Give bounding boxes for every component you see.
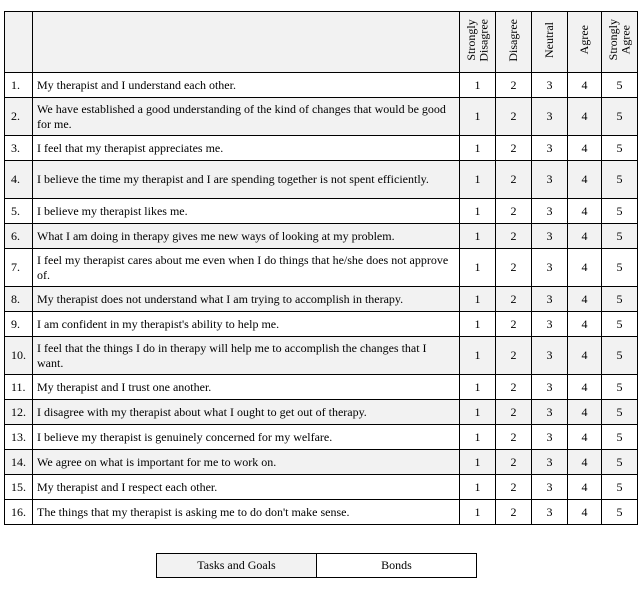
- rating-option-5[interactable]: 5: [602, 500, 638, 525]
- header-strongly-agree: [602, 12, 638, 73]
- rating-option-2[interactable]: 2: [496, 98, 532, 136]
- item-number: 1.: [5, 73, 33, 98]
- rating-option-5[interactable]: 5: [602, 136, 638, 161]
- item-statement: I feel that the things I do in therapy will help me to accomplish the changes that I want.: [33, 337, 460, 375]
- item-number: 3.: [5, 136, 33, 161]
- rating-option-4[interactable]: 4: [568, 337, 602, 375]
- header-disagree: [496, 12, 532, 73]
- rating-option-4[interactable]: 4: [568, 224, 602, 249]
- rating-option-3[interactable]: 3: [532, 375, 568, 400]
- legend-table: [156, 553, 477, 578]
- rating-option-1[interactable]: 1: [460, 98, 496, 136]
- rating-option-5[interactable]: 5: [602, 400, 638, 425]
- item-number: 14.: [5, 450, 33, 475]
- item-statement: My therapist and I respect each other.: [33, 475, 460, 500]
- rating-option-1[interactable]: 1: [460, 475, 496, 500]
- rating-option-4[interactable]: 4: [568, 287, 602, 312]
- rating-option-4[interactable]: 4: [568, 450, 602, 475]
- rating-option-3[interactable]: 3: [532, 312, 568, 337]
- rating-option-4[interactable]: 4: [568, 161, 602, 199]
- item-statement: We agree on what is important for me to work on.: [33, 450, 460, 475]
- rating-option-3[interactable]: 3: [532, 425, 568, 450]
- item-number: 6.: [5, 224, 33, 249]
- table-row: [5, 337, 638, 375]
- scale-label: Strongly Agree: [605, 19, 633, 61]
- item-statement: What I am doing in therapy gives me new ways of looking at my problem.: [33, 224, 460, 249]
- item-statement: I believe the time my therapist and I are spending together is not spent efficiently.: [33, 161, 460, 199]
- rating-option-5[interactable]: 5: [602, 249, 638, 287]
- item-number: 10.: [5, 337, 33, 375]
- item-statement: We have established a good understanding of the kind of changes that would be good for me.: [33, 98, 460, 136]
- rating-option-5[interactable]: 5: [602, 224, 638, 249]
- table-row: [5, 475, 638, 500]
- item-statement: The things that my therapist is asking me to do don't make sense.: [33, 500, 460, 525]
- scale-label: Agree: [577, 25, 592, 55]
- rating-option-4[interactable]: 4: [568, 98, 602, 136]
- rating-option-3[interactable]: 3: [532, 199, 568, 224]
- rating-option-4[interactable]: 4: [568, 475, 602, 500]
- rating-option-5[interactable]: 5: [602, 337, 638, 375]
- rating-option-5[interactable]: 5: [602, 73, 638, 98]
- rating-option-2[interactable]: 2: [496, 224, 532, 249]
- item-number: 15.: [5, 475, 33, 500]
- table-row: [5, 287, 638, 312]
- rating-option-2[interactable]: 2: [496, 500, 532, 525]
- table-row: [5, 450, 638, 475]
- table-row: [5, 224, 638, 249]
- header-strongly-disagree: [460, 12, 496, 73]
- rating-option-4[interactable]: 4: [568, 136, 602, 161]
- header-row: [5, 12, 638, 73]
- rating-option-1[interactable]: 1: [460, 400, 496, 425]
- item-number: 8.: [5, 287, 33, 312]
- scale-label: Strongly Disagree: [463, 18, 491, 62]
- rating-option-4[interactable]: 4: [568, 400, 602, 425]
- rating-option-3[interactable]: 3: [532, 98, 568, 136]
- rating-option-2[interactable]: 2: [496, 312, 532, 337]
- item-statement: I believe my therapist likes me.: [33, 199, 460, 224]
- item-number: 4.: [5, 161, 33, 199]
- rating-option-1[interactable]: 1: [460, 450, 496, 475]
- rating-option-4[interactable]: 4: [568, 73, 602, 98]
- legend-row: [157, 554, 477, 578]
- scale-label: Neutral: [542, 22, 557, 58]
- rating-option-2[interactable]: 2: [496, 475, 532, 500]
- rating-option-5[interactable]: 5: [602, 161, 638, 199]
- rating-option-5[interactable]: 5: [602, 475, 638, 500]
- rating-option-5[interactable]: 5: [602, 287, 638, 312]
- header-blank-cell: [5, 12, 33, 73]
- rating-option-5[interactable]: 5: [602, 199, 638, 224]
- table-row: [5, 98, 638, 136]
- rating-option-3[interactable]: 3: [532, 224, 568, 249]
- table-row: [5, 400, 638, 425]
- item-number: 12.: [5, 400, 33, 425]
- rating-option-3[interactable]: 3: [532, 500, 568, 525]
- rating-option-5[interactable]: 5: [602, 312, 638, 337]
- table-row: [5, 425, 638, 450]
- legend-tasks-goals: Tasks and Goals: [157, 554, 317, 578]
- rating-option-2[interactable]: 2: [496, 161, 532, 199]
- rating-option-2[interactable]: 2: [496, 249, 532, 287]
- rating-option-4[interactable]: 4: [568, 500, 602, 525]
- item-number: 13.: [5, 425, 33, 450]
- rating-option-1[interactable]: 1: [460, 73, 496, 98]
- rating-option-1[interactable]: 1: [460, 287, 496, 312]
- legend-bonds: Bonds: [317, 554, 477, 578]
- rating-option-5[interactable]: 5: [602, 98, 638, 136]
- rating-option-2[interactable]: 2: [496, 287, 532, 312]
- item-number: 9.: [5, 312, 33, 337]
- item-number: 16.: [5, 500, 33, 525]
- rating-option-4[interactable]: 4: [568, 375, 602, 400]
- table-row: [5, 161, 638, 199]
- rating-option-2[interactable]: 2: [496, 73, 532, 98]
- item-statement: My therapist does not understand what I am trying to accomplish in therapy.: [33, 287, 460, 312]
- table-row: [5, 199, 638, 224]
- rating-option-3[interactable]: 3: [532, 475, 568, 500]
- rating-option-2[interactable]: 2: [496, 400, 532, 425]
- item-statement: I am confident in my therapist's ability to help me.: [33, 312, 460, 337]
- scale-label: Disagree: [506, 18, 521, 62]
- item-number: 11.: [5, 375, 33, 400]
- rating-option-2[interactable]: 2: [496, 450, 532, 475]
- alliance-survey-table: [4, 11, 638, 525]
- survey-body: [5, 73, 638, 525]
- rating-option-1[interactable]: 1: [460, 312, 496, 337]
- rating-option-2[interactable]: 2: [496, 199, 532, 224]
- item-statement: I feel that my therapist appreciates me.: [33, 136, 460, 161]
- rating-option-3[interactable]: 3: [532, 73, 568, 98]
- rating-option-2[interactable]: 2: [496, 375, 532, 400]
- rating-option-5[interactable]: 5: [602, 425, 638, 450]
- rating-option-1[interactable]: 1: [460, 337, 496, 375]
- table-row: [5, 249, 638, 287]
- table-row: [5, 312, 638, 337]
- rating-option-4[interactable]: 4: [568, 199, 602, 224]
- rating-option-3[interactable]: 3: [532, 337, 568, 375]
- table-row: [5, 375, 638, 400]
- rating-option-1[interactable]: 1: [460, 249, 496, 287]
- rating-option-1[interactable]: 1: [460, 199, 496, 224]
- rating-option-3[interactable]: 3: [532, 136, 568, 161]
- header-blank-cell: [33, 12, 460, 73]
- rating-option-1[interactable]: 1: [460, 425, 496, 450]
- rating-option-1[interactable]: 1: [460, 224, 496, 249]
- rating-option-3[interactable]: 3: [532, 161, 568, 199]
- rating-option-2[interactable]: 2: [496, 337, 532, 375]
- table-row: [5, 136, 638, 161]
- header-agree: [568, 12, 602, 73]
- item-statement: I feel my therapist cares about me even when I do things that he/she does not approve of.: [33, 249, 460, 287]
- rating-option-3[interactable]: 3: [532, 249, 568, 287]
- rating-option-4[interactable]: 4: [568, 425, 602, 450]
- item-number: 5.: [5, 199, 33, 224]
- rating-option-4[interactable]: 4: [568, 249, 602, 287]
- item-statement: I believe my therapist is genuinely concerned for my welfare.: [33, 425, 460, 450]
- rating-option-2[interactable]: 2: [496, 425, 532, 450]
- rating-option-3[interactable]: 3: [532, 400, 568, 425]
- item-number: 2.: [5, 98, 33, 136]
- rating-option-1[interactable]: 1: [460, 136, 496, 161]
- rating-option-1[interactable]: 1: [460, 161, 496, 199]
- item-statement: I disagree with my therapist about what I ought to get out of therapy.: [33, 400, 460, 425]
- rating-option-5[interactable]: 5: [602, 375, 638, 400]
- rating-option-5[interactable]: 5: [602, 450, 638, 475]
- header-neutral: [532, 12, 568, 73]
- rating-option-4[interactable]: 4: [568, 312, 602, 337]
- item-statement: My therapist and I understand each other.: [33, 73, 460, 98]
- rating-option-1[interactable]: 1: [460, 500, 496, 525]
- table-row: [5, 500, 638, 525]
- rating-option-3[interactable]: 3: [532, 287, 568, 312]
- rating-option-2[interactable]: 2: [496, 136, 532, 161]
- rating-option-3[interactable]: 3: [532, 450, 568, 475]
- item-statement: My therapist and I trust one another.: [33, 375, 460, 400]
- table-row: [5, 73, 638, 98]
- item-number: 7.: [5, 249, 33, 287]
- rating-option-1[interactable]: 1: [460, 375, 496, 400]
